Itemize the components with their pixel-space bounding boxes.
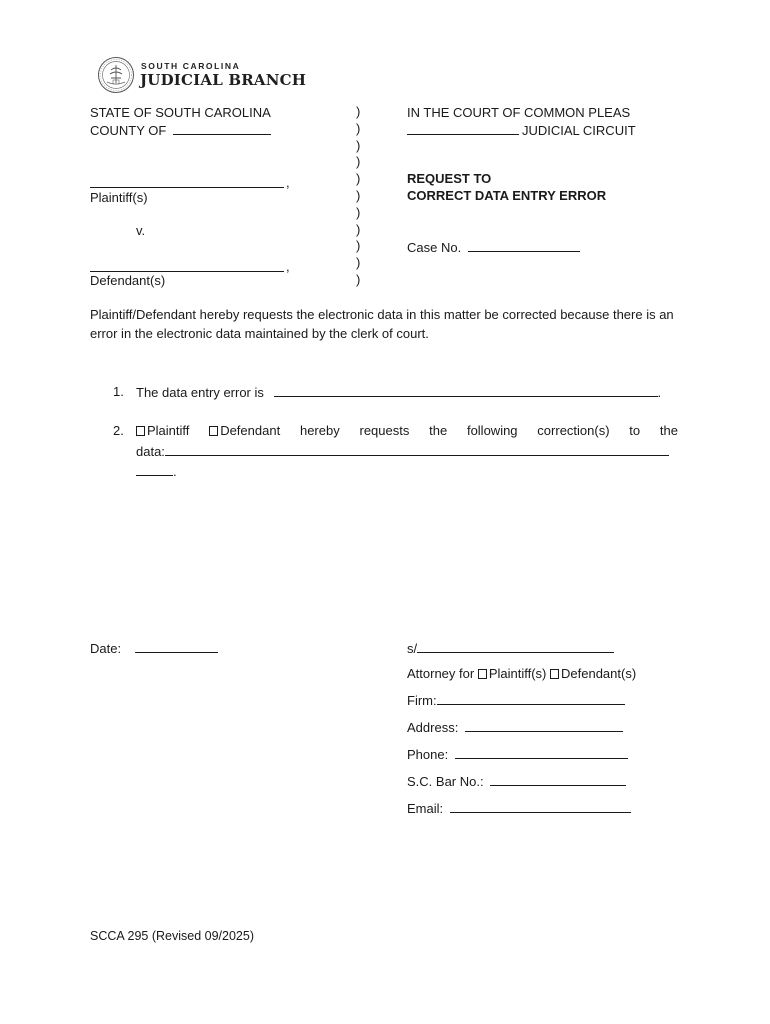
email-field <box>407 800 631 816</box>
correction-blank-continued <box>136 463 173 476</box>
case-number-label: Case No. <box>407 240 462 255</box>
form-id: SCCA 295 (Revised 09/2025) <box>90 929 254 943</box>
paren: ) <box>356 104 361 119</box>
address-blank <box>465 719 623 732</box>
attorney-for-label: Attorney for <box>407 666 475 681</box>
circuit-label <box>407 122 636 138</box>
circuit-blank <box>407 122 519 135</box>
firm-label: Firm: <box>407 693 437 708</box>
attorney-for-line <box>407 666 636 681</box>
address-label: Address: <box>407 720 459 735</box>
county-blank <box>173 122 271 135</box>
caption-divider <box>356 104 366 289</box>
bar-number-field <box>407 773 626 789</box>
item-1 <box>136 384 661 400</box>
signature-prefix: s/ <box>407 641 418 656</box>
case-number-blank <box>468 239 580 252</box>
plaintiff-option-label: Plaintiff <box>147 423 190 438</box>
item-2-line-1 <box>136 423 678 438</box>
correction-blank <box>165 443 669 456</box>
item-1-period: . <box>657 385 662 400</box>
item-2-defendant-option <box>209 423 280 438</box>
date-blank <box>135 640 218 653</box>
phone-label: Phone: <box>407 747 449 762</box>
court-label: IN THE COURT OF COMMON PLEAS <box>407 105 631 120</box>
form-title-line-1: REQUEST TO <box>407 171 492 186</box>
attorney-plaintiff-label: Plaintiff(s) <box>488 666 547 681</box>
county-text: COUNTY OF <box>90 123 167 138</box>
case-number <box>407 239 580 255</box>
plaintiff-comma: , <box>286 175 290 190</box>
county-label <box>90 122 271 138</box>
paren: ) <box>356 204 361 220</box>
item-2-number: 2. <box>113 423 124 438</box>
item-1-number: 1. <box>113 384 124 399</box>
versus-label: v. <box>136 223 146 238</box>
data-entry-error-blank <box>274 384 658 397</box>
email-blank <box>450 800 631 813</box>
logo-line-2: JUDICIAL BRANCH <box>140 71 307 89</box>
paren: ) <box>356 171 361 187</box>
item-1-text: The data entry error is <box>136 385 264 400</box>
intro-paragraph: Plaintiff/Defendant hereby requests the electronic data in this matter be corrected because there is an error in the electronic data maintained by the clerk of court. <box>90 307 674 341</box>
defendant-comma: , <box>286 259 290 274</box>
state-seal-icon <box>97 56 135 94</box>
attorney-defendant-label: Defendant(s) <box>561 666 637 681</box>
plaintiff-label: Plaintiff(s) <box>90 190 148 205</box>
paren: ) <box>356 255 361 271</box>
circuit-text: JUDICIAL CIRCUIT <box>522 123 636 138</box>
item-2-text: hereby requests the following correction(s) to the <box>299 423 678 438</box>
firm-blank <box>437 692 625 705</box>
phone-blank <box>455 746 628 759</box>
defendant-checkbox[interactable] <box>209 426 218 436</box>
paren: ) <box>356 187 361 203</box>
firm-field <box>407 692 625 708</box>
signature-line <box>407 640 614 656</box>
bar-number-label: S.C. Bar No.: <box>407 774 484 789</box>
plaintiff-name-line <box>90 187 284 188</box>
item-2-line-2 <box>136 443 669 459</box>
attorney-defendant-checkbox[interactable] <box>550 669 559 679</box>
state-label: STATE OF SOUTH CAROLINA <box>90 105 271 120</box>
item-2-plaintiff-option <box>136 423 189 438</box>
paren: ) <box>356 271 361 287</box>
item-2-data-label: data: <box>136 444 165 459</box>
phone-field <box>407 746 628 762</box>
paren: ) <box>356 154 361 170</box>
logo-line-1: SOUTH CAROLINA <box>141 61 241 71</box>
paren: ) <box>356 238 361 254</box>
date-label: Date: <box>90 641 122 656</box>
defendant-label: Defendant(s) <box>90 273 166 288</box>
email-label: Email: <box>407 801 444 816</box>
address-field <box>407 719 623 735</box>
bar-number-blank <box>490 773 626 786</box>
date-field <box>90 640 218 656</box>
defendant-name-line <box>90 271 284 272</box>
defendant-option-label: Defendant <box>220 423 281 438</box>
form-title-line-2: CORRECT DATA ENTRY ERROR <box>407 188 607 203</box>
attorney-plaintiff-checkbox[interactable] <box>478 669 487 679</box>
paren: ) <box>356 137 361 153</box>
paren: ) <box>356 221 361 237</box>
plaintiff-checkbox[interactable] <box>136 426 145 436</box>
item-2-period: . <box>173 464 177 479</box>
item-2-line-3 <box>136 463 177 479</box>
signature-blank <box>417 640 614 653</box>
paren: ) <box>356 120 361 136</box>
